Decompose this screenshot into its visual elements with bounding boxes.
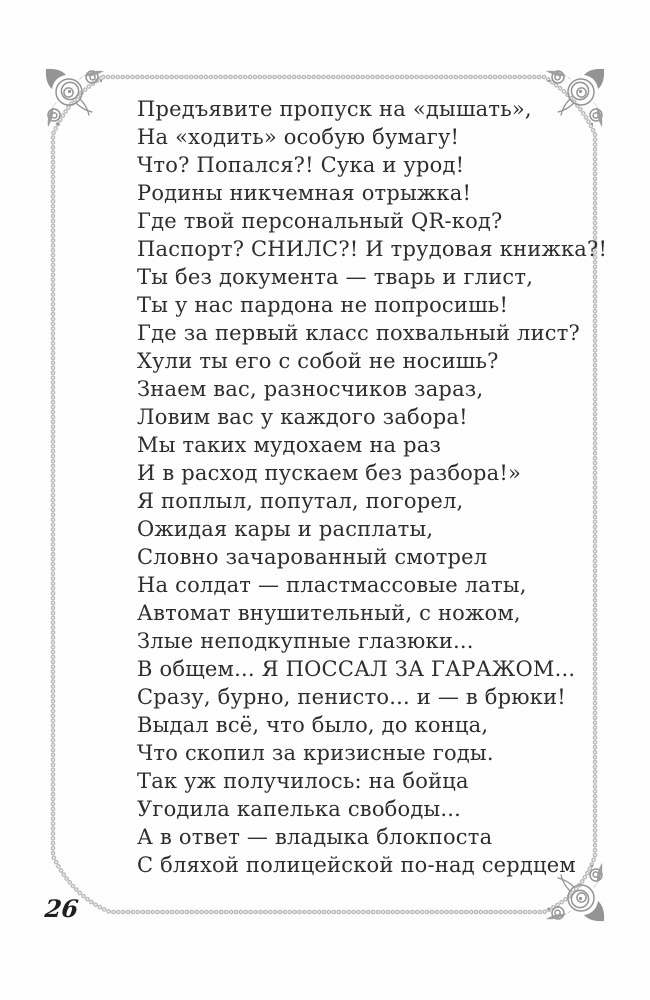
poem-line: Сразу, бурно, пенисто... и — в брюки! (137, 685, 566, 709)
rose-ornament-top-left-icon (46, 69, 104, 127)
poem-line: В общем... Я ПОССАЛ ЗА ГАРАЖОМ... (137, 657, 576, 681)
poem-line: Где за первый класс похвальный лист? (137, 321, 581, 345)
poem-line: Хули ты его с собой не носишь? (137, 349, 499, 373)
poem-line: А в ответ — владыка блокпоста (137, 825, 493, 849)
poem-line: Знаем вас, разносчиков зараз, (137, 377, 484, 401)
poem-line: Автомат внушительный, с ножом, (137, 601, 521, 625)
poem-line: Злые неподкупные глазюки... (137, 629, 474, 653)
poem-line: С бляхой полицейской по-над сердцем (137, 853, 576, 877)
poem-line: Где твой персональный QR-код? (137, 209, 503, 233)
page-number: 26 (43, 894, 80, 923)
poem-line: Словно зачарованный смотрел (137, 545, 488, 569)
poem-line: Родины никчемная отрыжка! (137, 181, 472, 205)
poem-text (137, 95, 608, 879)
poem-line: Паспорт? СНИЛС?! И трудовая книжка?! (137, 237, 608, 261)
poem-line: Что скопил за кризисные годы. (137, 741, 494, 765)
poem-line: Ты у нас пардона не попросишь! (137, 293, 509, 317)
poem-line: Ловим вас у каждого забора! (137, 405, 468, 429)
poem-line: Выдал всё, что было, до конца, (137, 713, 489, 737)
poem-line: Ожидая кары и расплаты, (137, 517, 434, 541)
poem-line: Я поплыл, попутал, погорел, (137, 489, 464, 513)
poem-line: Что? Попался?! Сука и урод! (137, 153, 465, 177)
poem-line: Угодила капелька свободы... (137, 797, 462, 821)
poem-line: Мы таких мудохаем на раз (137, 433, 442, 457)
poem-line: Так уж получилось: на бойца (137, 769, 469, 793)
poem-line: На солдат — пластмассовые латы, (137, 573, 527, 597)
poem-line: Ты без документа — тварь и глист, (137, 265, 534, 289)
poem-line: Предъявите пропуск на «дышать», (137, 97, 532, 121)
poem-line: На «ходить» особую бумагу! (137, 125, 460, 149)
poem-line: И в расход пускаем без разбора!» (137, 461, 522, 485)
